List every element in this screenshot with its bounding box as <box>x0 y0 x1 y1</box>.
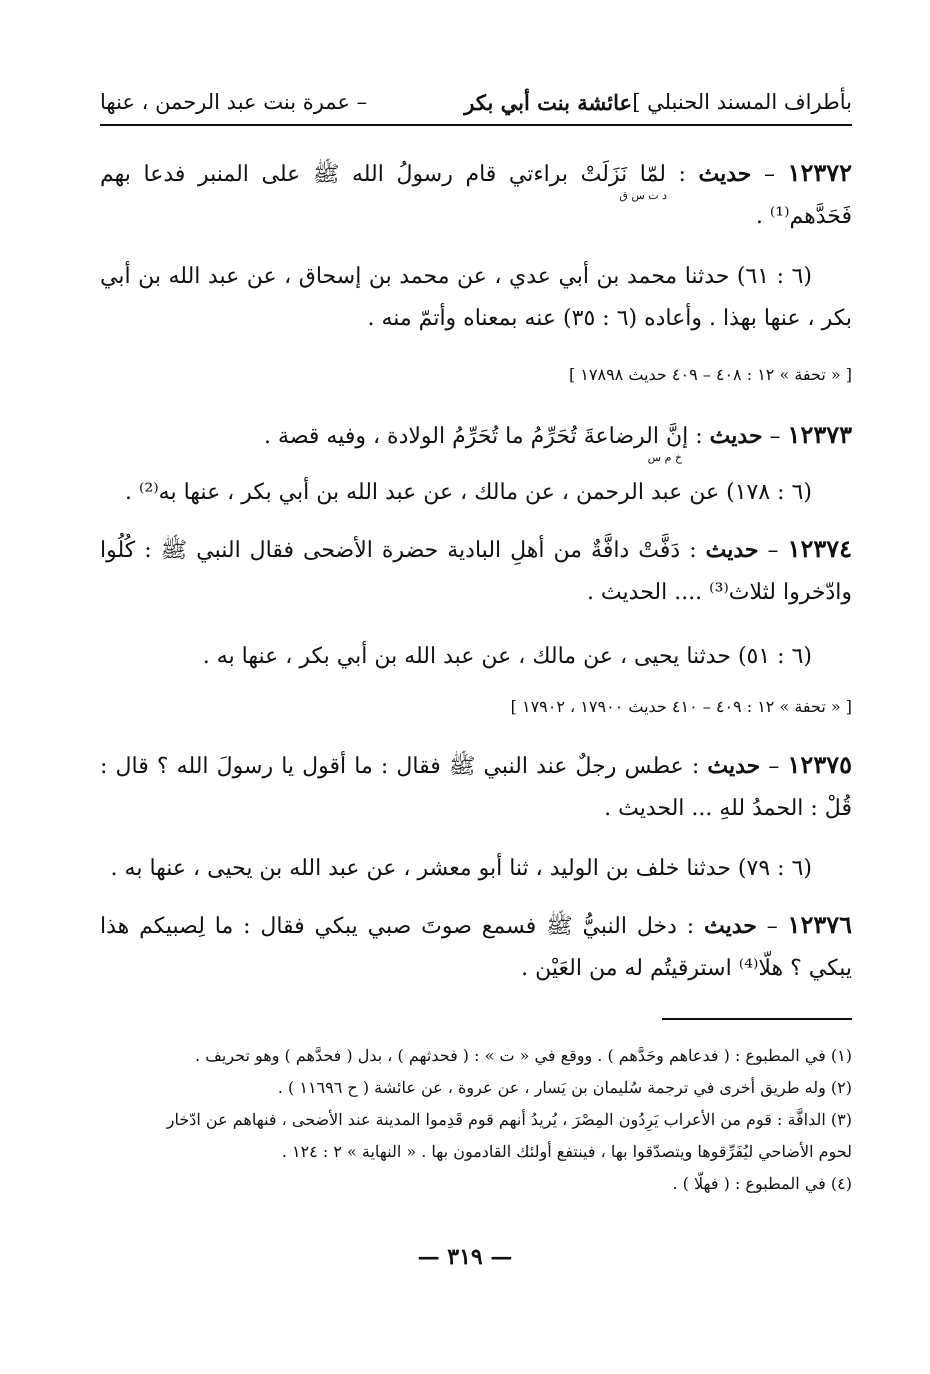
dash: – <box>768 754 780 779</box>
source-sigla: خ م س <box>647 451 682 464</box>
tuhfa-reference: [ « تحفة » ١٢ : ٤٠٩ – ٤١٠ حديث ١٧٩٠٠ ، ١٧٩٠٢ ] <box>510 697 852 716</box>
hadith-number: ١٢٣٧٦ <box>787 910 852 939</box>
source-sigla: د ت س ق <box>619 189 667 202</box>
hadith-text: : دخل النبيُّ ﷺ فسمع صوتَ صبي يبكي فقال : ما لِصبيكم هذا يبكي ؟ هلّا⁽⁴⁾ استرقيتُم له من العَيْن . <box>100 914 852 981</box>
hadith-text: : إنَّ الرضاعةَ تُحَرِّمُ ما تُحَرِّمُ الولادة ، وفيه قصة . <box>264 424 703 449</box>
hadith-number: ١٢٣٧٤ <box>787 534 853 563</box>
hadith-entry <box>100 150 852 238</box>
footnote-3: (٣) الدافَّة : قوم من الأعراب يَرِدُون المِصْرَ ، يُريدُ أنهم قوم قَدِموا المدينة عند الأضحى ، فنهاهم عن ادّخار <box>166 1110 852 1129</box>
footnote-1: (١) في المطبوع : ( فدعاهم وحَدَّهم ) . ووقع في « ت » : ( فحدثهم ) ، بدل ( فحدَّهم ) وهو تحريف . <box>195 1046 852 1065</box>
dash: – <box>769 424 781 449</box>
page-number: — ٣١٩ — <box>417 1244 513 1270</box>
hadith-entry <box>100 412 852 464</box>
hadith-text: : دَفَّتْ دافَّةٌ من أهلِ البادية حضرة الأضحى فقال النبي ﷺ : كُلُوا وادّخروا لثلاث⁽³⁾ .... الحديث . <box>100 538 852 605</box>
hadith-keyword: حديث <box>703 913 757 939</box>
hadith-keyword: حديث <box>707 753 761 779</box>
header-chapter-title: عائشة بنت أبي بكر <box>464 90 632 115</box>
running-header <box>100 84 852 126</box>
header-section-title: – عمرة بنت عبد الرحمن ، عنها <box>100 90 368 114</box>
footnote-3-continued: لحوم الأضاحي ليُفَرِّقوها ويتصدّقوا بها ، فينتفع أولئك القادمون بها . « النهاية » ٢ : ١٢٤ . <box>281 1142 852 1161</box>
dash: – <box>766 914 778 939</box>
footnote-separator <box>662 1018 852 1020</box>
footnote-4: (٤) في المطبوع : ( فهلّا ) . <box>672 1174 852 1193</box>
isnad-paragraph: (٦ : ٥١) حدثنا يحيى ، عن مالك ، عن عبد الله بن أبي بكر ، عنها به . <box>202 644 812 669</box>
dash: – <box>767 538 779 563</box>
isnad-paragraph: (٦ : ١٧٨) عن عبد الرحمن ، عن مالك ، عن عبد الله بن أبي بكر ، عنها به⁽²⁾ . <box>125 480 812 505</box>
hadith-text: : لمّا نَزَلَتْ براءتي قام رسولُ الله ﷺ على المنبر فدعا بهم فَحَدَّهم⁽¹⁾ . <box>100 162 852 229</box>
footnotes <box>100 1040 852 1200</box>
hadith-entry <box>100 742 852 830</box>
isnad-paragraph: (٦ : ٧٩) حدثنا خلف بن الوليد ، ثنا أبو معشر ، عن عبد الله بن يحيى ، عنها به . <box>110 856 812 881</box>
hadith-number: ١٢٣٧٥ <box>787 750 852 779</box>
hadith-keyword: حديث <box>698 161 752 187</box>
header-book-title: بأطراف المسند الحنبلي ] <box>632 90 852 114</box>
hadith-text: : عطس رجلٌ عند النبي ﷺ فقال : ما أقول يا رسولَ الله ؟ قال : قُلْ : الحمدُ للهِ ... الحديث . <box>100 754 852 821</box>
tuhfa-reference: [ « تحفة » ١٢ : ٤٠٨ – ٤٠٩ حديث ١٧٨٩٨ ] <box>568 365 852 384</box>
hadith-keyword: حديث <box>709 423 763 449</box>
hadith-keyword: حديث <box>705 537 759 563</box>
hadith-number: ١٢٣٧٣ <box>787 420 852 449</box>
dash: – <box>763 162 775 187</box>
footnote-2: (٢) وله طريق أخرى في ترجمة سُليمان بن يَسار ، عن عروة ، عن عائشة ( ح ١١٦٩٦ ) . <box>277 1078 852 1097</box>
hadith-entry <box>100 526 852 614</box>
isnad-paragraph: (٦ : ٦١) حدثنا محمد بن أبي عدي ، عن محمد بن إسحاق ، عن عبد الله بن أبي بكر ، عنها بهذا . وأعاده (٦ : ٣٥) عنه بمعناه وأتمّ منه . <box>100 264 852 331</box>
hadith-entry <box>100 902 852 990</box>
hadith-number: ١٢٣٧٢ <box>787 158 853 187</box>
